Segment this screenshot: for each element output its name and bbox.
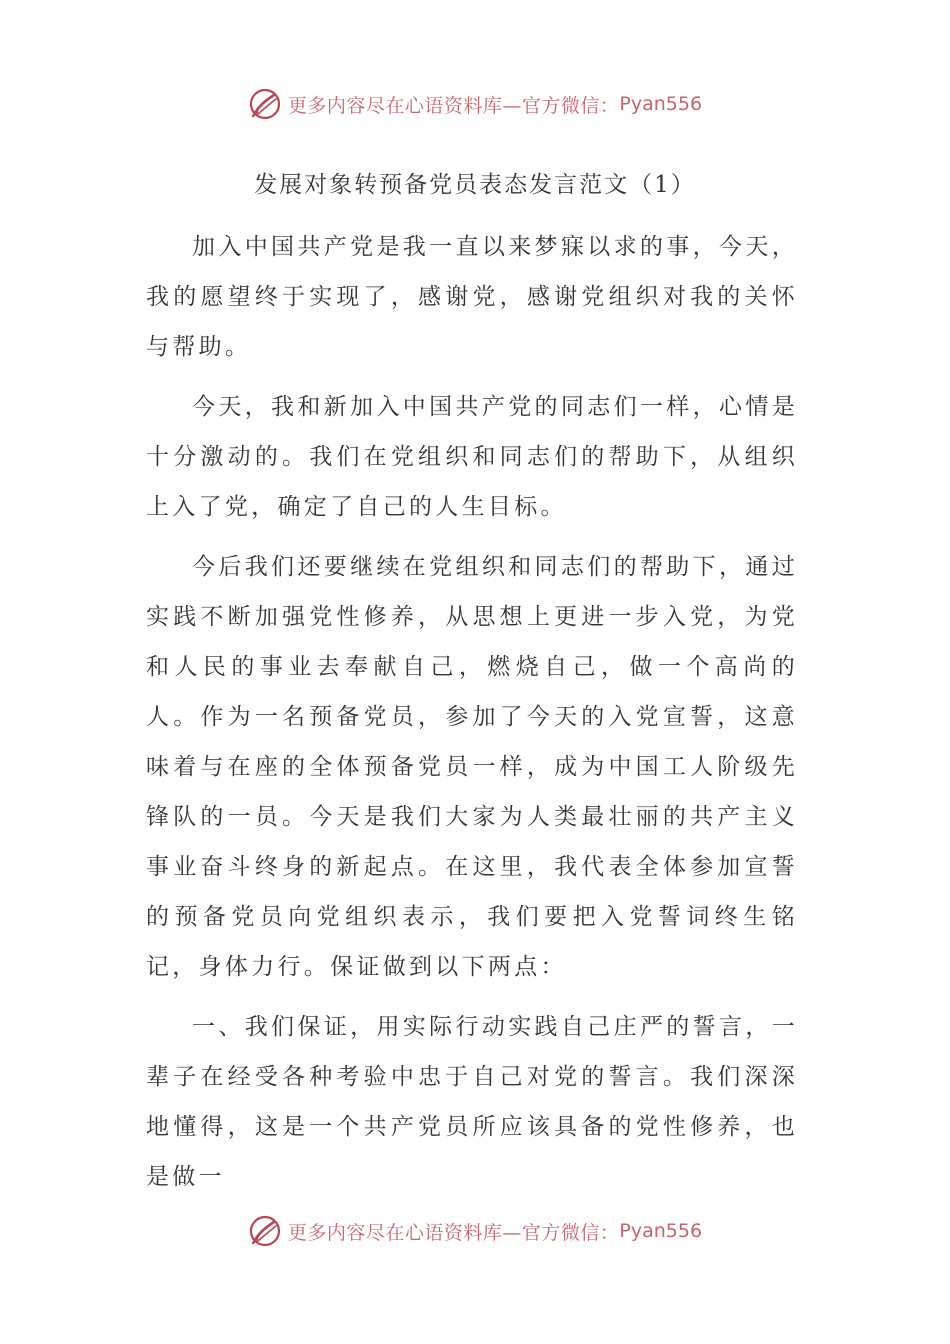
pen-seal-icon [248, 87, 282, 121]
document-body [146, 222, 798, 1212]
banner-promo-text: 更多内容尽在心语资料库—官方微信： [287, 1221, 620, 1244]
paragraph: 今后我们还要继续在党组织和同志们的帮助下，通过实践不断加强党性修养，从思想上更进一步入党，为党和人民的事业去奉献自己，燃烧自己，做一个高尚的人。作为一名预备党员，参加了今天的入党宣誓，这意味着与在座的全体预备党员一样，成为中国工人阶级先锋队的一员。今天是我们大家为人类最壮丽的共产主义事业奋斗终身的新起点。在这里，我代表全体参加宣誓的预备党员向党组织表示，我们要把入党誓词终生铭记，身体力行。保证做到以下两点： [146, 554, 798, 980]
banner-wechat-id: Pyan556 [619, 93, 703, 115]
paragraph: 一、我们保证，用实际行动实践自己庄严的誓言，一辈子在经受各种考验中忠于自己对党的誓言。我们深深地懂得，这是一个共产党员所应该具备的党性修养，也是做一 [146, 1014, 798, 1190]
paragraph: 今天，我和新加入中国共产党的同志们一样，心情是十分激动的。我们在党组织和同志们的帮助下，从组织上入了党，确定了自己的人生目标。 [146, 394, 798, 520]
paragraph: 加入中国共产党是我一直以来梦寐以求的事，今天，我的愿望终于实现了，感谢党，感谢党组织对我的关怀与帮助。 [146, 234, 798, 360]
pen-seal-icon [248, 1214, 282, 1248]
footer-banner [0, 1211, 950, 1251]
document-title: 发展对象转预备党员表态发言范文（1） [254, 172, 696, 198]
banner-wechat-id: Pyan556 [619, 1220, 703, 1242]
header-banner [0, 84, 950, 124]
banner-promo-text: 更多内容尽在心语资料库—官方微信： [287, 94, 620, 117]
